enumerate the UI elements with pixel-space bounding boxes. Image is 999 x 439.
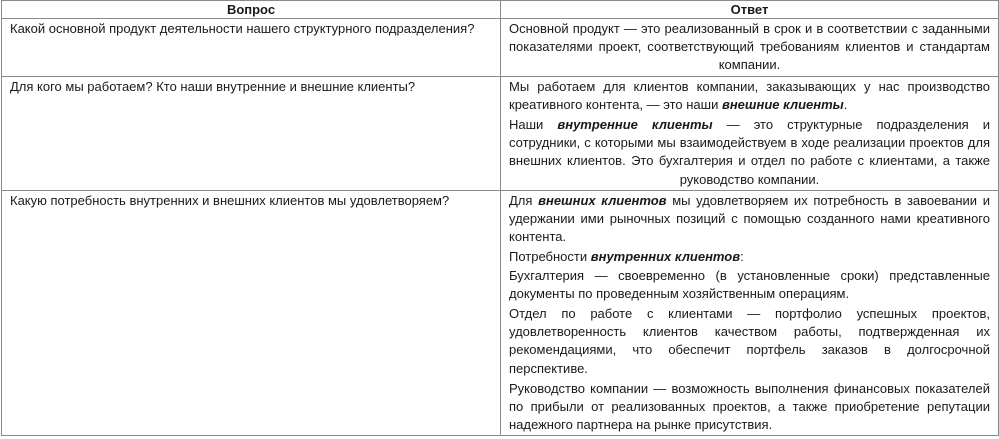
question-cell: Какую потребность внутренних и внешних клиентов мы удовлетворяем? xyxy=(2,190,501,436)
question-cell: Какой основной продукт деятельности нашего структурного подразделения? xyxy=(2,19,501,77)
answer-paragraph xyxy=(509,192,990,247)
question-column-header: Вопрос xyxy=(2,1,501,19)
text-run: Наши xyxy=(509,117,558,133)
answer-paragraph xyxy=(509,248,990,266)
text-run: . xyxy=(843,96,848,112)
answer-cell xyxy=(501,76,999,190)
answer-paragraph xyxy=(509,78,990,114)
answer-paragraph: Руководство компании — возможность выполнения финансовых показателей по прибыли от реализованных проектов, а также приобретение репутации надежного партнера на рынке присутствия. xyxy=(509,380,990,433)
text-run: Потребности xyxy=(509,249,591,265)
table-row xyxy=(2,76,999,190)
table-header-row xyxy=(2,1,999,19)
answer-paragraph: Бухгалтерия — своевременно (в установленные сроки) представленные документы по проведенным хозяйственным операциям. xyxy=(509,267,990,301)
table-row xyxy=(2,19,999,77)
emphasis-text: внутренние клиенты xyxy=(557,117,713,133)
emphasis-text: внешние клиенты xyxy=(721,96,844,112)
qa-table xyxy=(1,0,999,436)
text-run: Для xyxy=(509,192,539,208)
answer-paragraph: Отдел по работе с клиентами — портфолио успешных проектов, удовлетворенность клиентов качеством работы, подтвержденная их рекомендациями, что обеспечит портфель заказов в долгосрочной перспективе. xyxy=(509,306,990,376)
answer-cell xyxy=(501,19,999,77)
text-run: мы удовлетворяем их потребность в завоевании и удержании ими рыночных позиций с помощью созданного нами креативного контента. xyxy=(509,192,990,245)
table-row xyxy=(2,190,999,436)
answer-column-header: Ответ xyxy=(501,1,999,19)
emphasis-text: внешних клиентов xyxy=(538,192,667,208)
emphasis-text: внутренних клиентов xyxy=(590,249,741,265)
text-run: : xyxy=(740,249,744,265)
answer-paragraph: Основной продукт — это реализованный в срок и в соответствии с заданными показателями проект, соответствующий требованиям клиентов и стандартам компании. xyxy=(509,21,990,73)
answer-cell xyxy=(501,190,999,436)
text-run: — это структурные подразделения и сотрудники, с которыми мы взаимодействуем в ходе реализации проектов для внешних клиентов. Это бухгалтерия и отдел по работе с клиентами, а также руководство компании. xyxy=(509,117,990,187)
answer-paragraph xyxy=(509,116,990,189)
text-run: Мы работаем для клиентов компании, заказывающих у нас производство креативного контента, — это наши xyxy=(509,78,990,112)
question-cell: Для кого мы работаем? Кто наши внутренние и внешние клиенты? xyxy=(2,76,501,190)
